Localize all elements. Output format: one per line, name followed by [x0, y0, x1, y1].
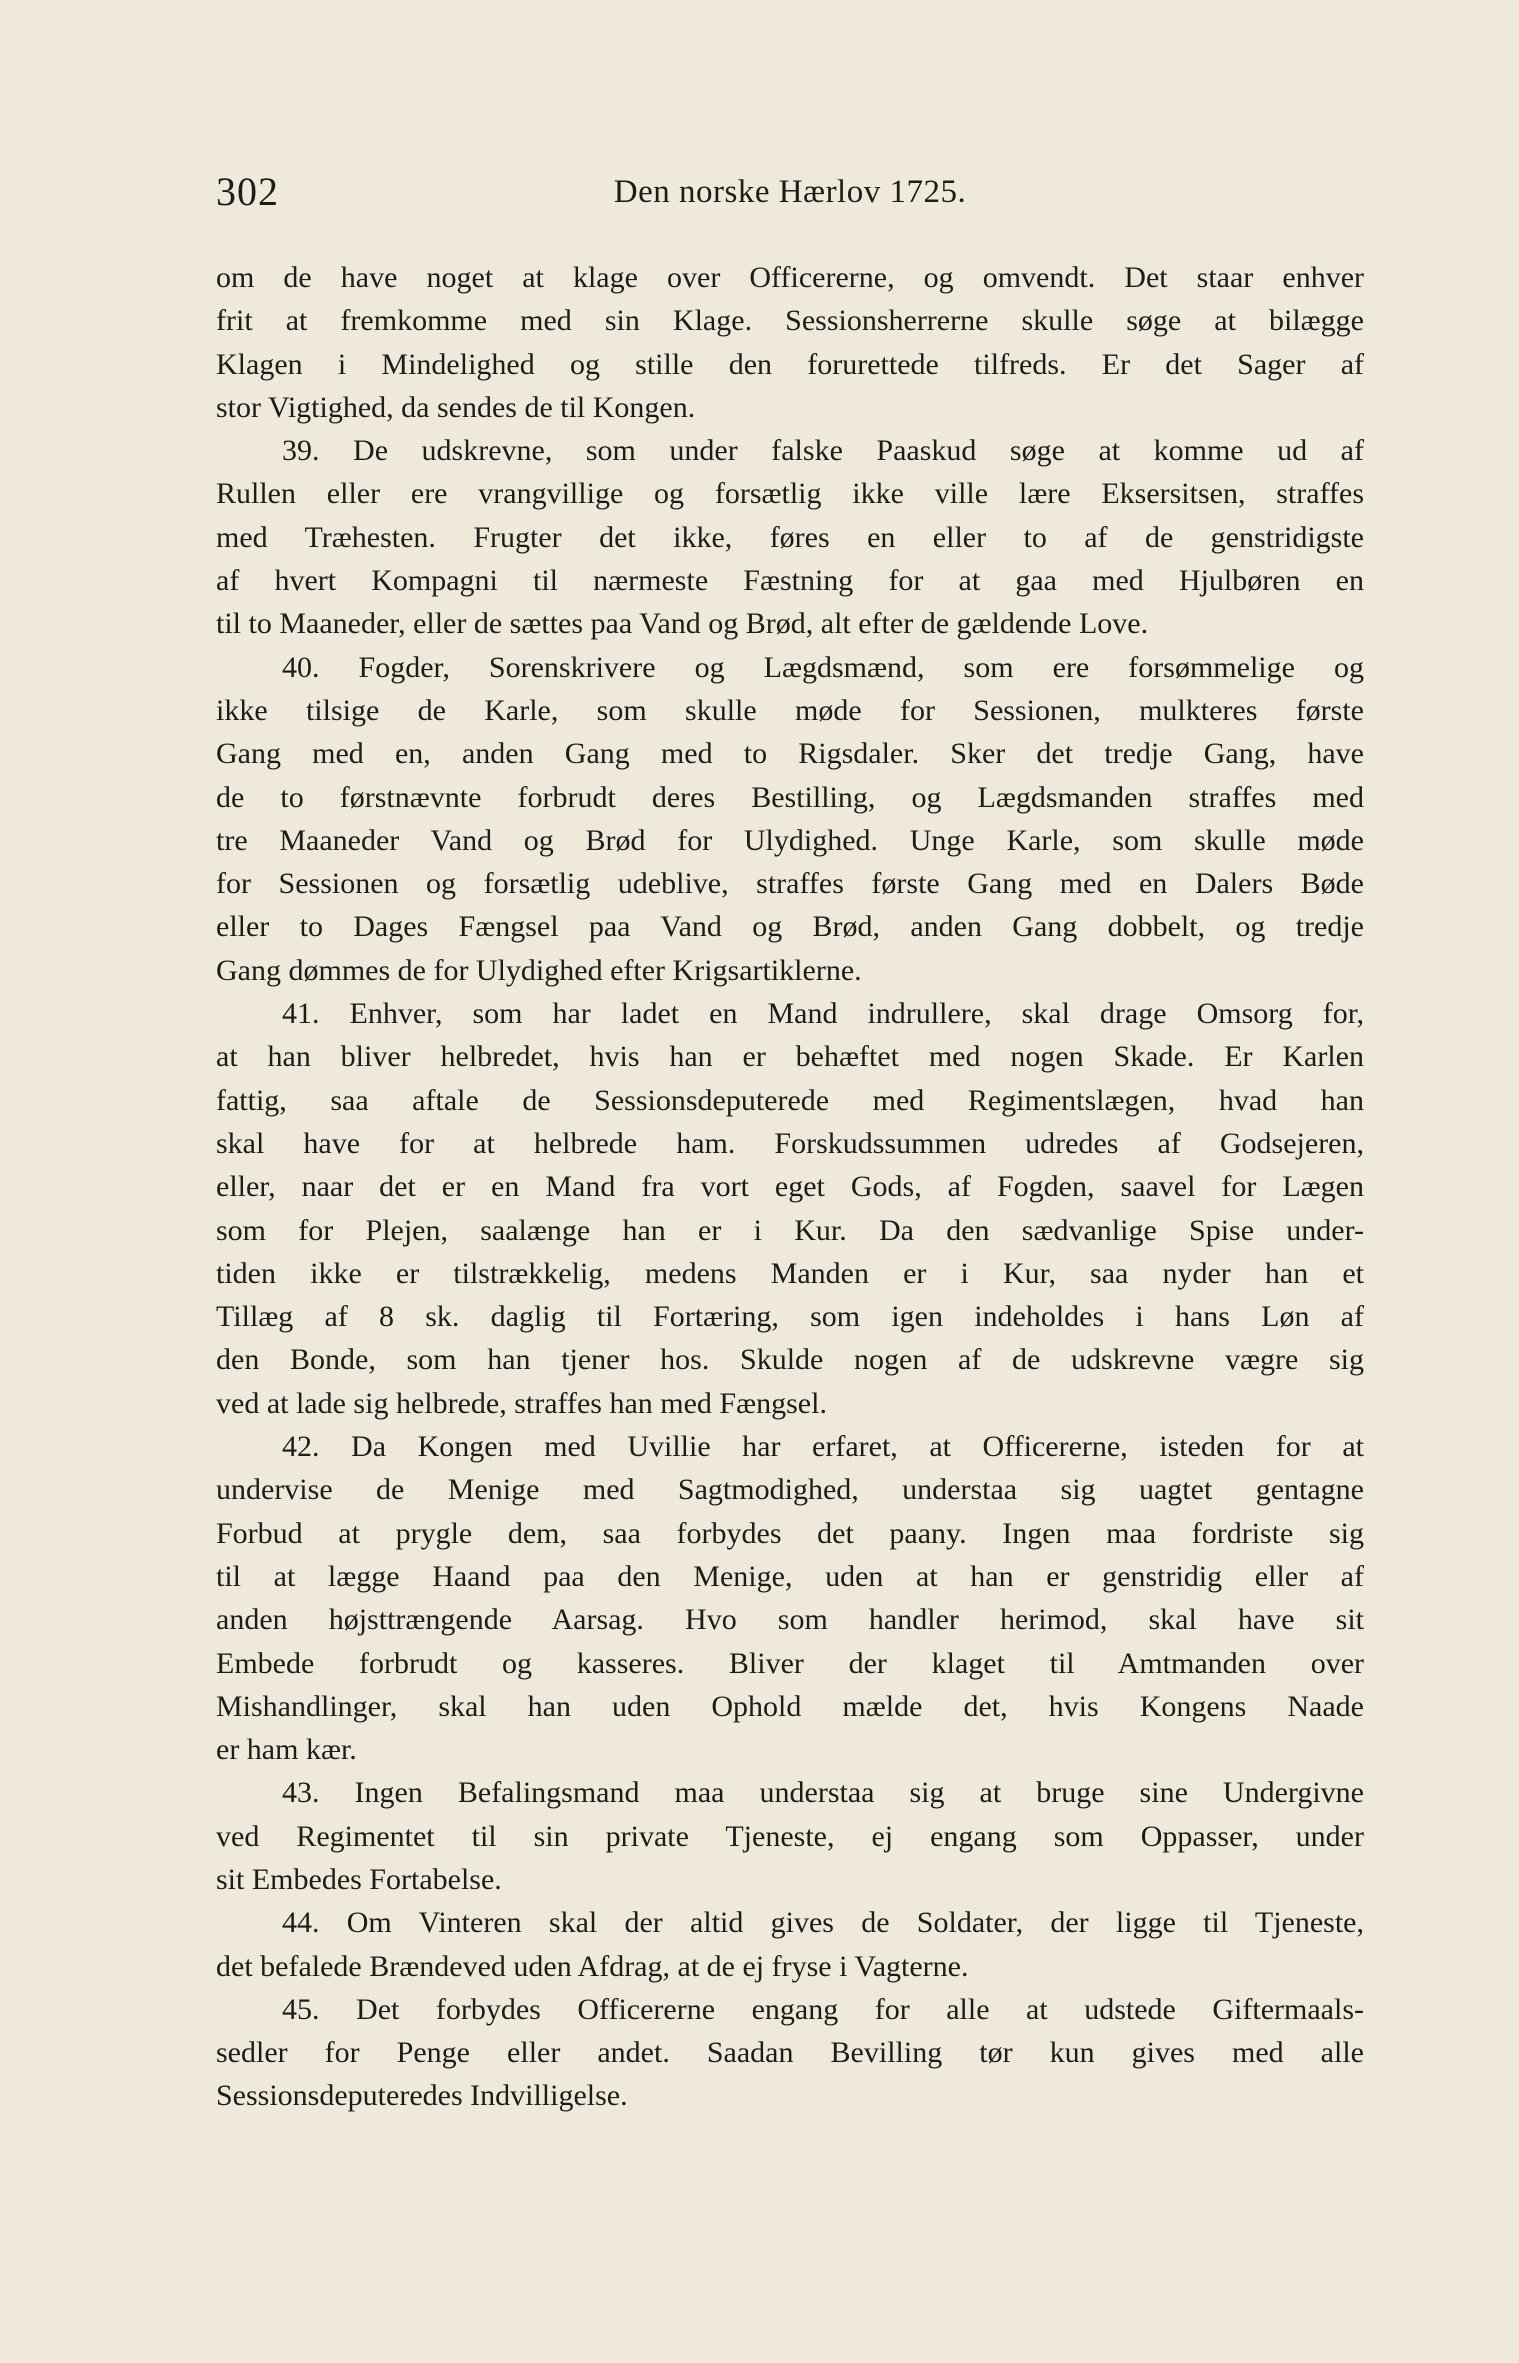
text-line: 44. Om Vinteren skal der altid gives de Soldater, der ligge til Tjeneste,	[282, 1906, 1364, 1940]
text-line: 39. De udskrevne, som under falske Paaskud søge at komme ud af	[282, 434, 1364, 468]
paragraph	[216, 1988, 1364, 2118]
text-line: Rullen eller ere vrangvillige og forsætlig ikke ville lære Eksersitsen, straffes	[216, 477, 1364, 511]
text-line: 40. Fogder, Sorenskrivere og Lægdsmænd, som ere forsømmelige og	[282, 650, 1364, 684]
paragraph	[216, 429, 1364, 645]
page-header	[216, 168, 1364, 228]
text-line: 41. Enhver, som har ladet en Mand indrullere, skal drage Omsorg for,	[282, 997, 1364, 1031]
paragraph	[216, 1901, 1364, 1988]
text-line: sedler for Penge eller andet. Saadan Bevilling tør kun gives med alle	[216, 2036, 1364, 2070]
paragraph	[216, 1425, 1364, 1771]
page-number: 302	[216, 169, 279, 214]
text-line: Tillæg af 8 sk. daglig til Fortæring, som igen indeholdes i hans Løn af	[216, 1300, 1364, 1334]
text-line: 42. Da Kongen med Uvillie har erfaret, at Officererne, isteden for at	[282, 1430, 1364, 1464]
text-line: 43. Ingen Befalingsmand maa understaa sig at bruge sine Undergivne	[282, 1776, 1364, 1810]
running-title: Den norske Hærlov 1725.	[613, 174, 967, 210]
text-line: sit Embedes Fortabelse.	[216, 1862, 502, 1896]
text-line: eller to Dages Fængsel paa Vand og Brød, anden Gang dobbelt, og tredje	[216, 910, 1364, 944]
text-line: er ham kær.	[216, 1733, 357, 1767]
text-line: skal have for at helbrede ham. Forskudssummen udredes af Godsejeren,	[216, 1126, 1364, 1160]
paragraph	[216, 1771, 1364, 1901]
text-line: til to Maaneder, eller de sættes paa Vand og Brød, alt efter de gældende Love.	[216, 607, 1149, 641]
paragraph	[216, 256, 1364, 429]
text-line: den Bonde, som han tjener hos. Skulde nogen af de udskrevne vægre sig	[216, 1343, 1364, 1377]
text-line: stor Vigtighed, da sendes de til Kongen.	[216, 390, 696, 424]
text-line: undervise de Menige med Sagtmodighed, understaa sig uagtet gentagne	[216, 1473, 1364, 1507]
text-line: ikke tilsige de Karle, som skulle møde for Sessionen, mulkteres første	[216, 693, 1364, 727]
text-line: tre Maaneder Vand og Brød for Ulydighed. Unge Karle, som skulle møde	[216, 823, 1364, 857]
text-line: at han bliver helbredet, hvis han er behæftet med nogen Skade. Er Karlen	[216, 1040, 1364, 1074]
text-line: med Træhesten. Frugter det ikke, føres en eller to af de genstridigste	[216, 520, 1364, 554]
text-line: anden højsttrængende Aarsag. Hvo som handler herimod, skal have sit	[216, 1603, 1364, 1637]
text-line: eller, naar det er en Mand fra vort eget Gods, af Fogden, saavel for Lægen	[216, 1170, 1364, 1204]
text-line: ved Regimentet til sin private Tjeneste, ej engang som Oppasser, under	[216, 1819, 1364, 1853]
text-line: 45. Det forbydes Officererne engang for alle at udstede Giftermaals-	[282, 1992, 1364, 2026]
text-line: det befalede Brændeved uden Afdrag, at de ej fryse i Vagterne.	[216, 1949, 969, 1983]
text-line: Gang med en, anden Gang med to Rigsdaler. Sker det tredje Gang, have	[216, 737, 1364, 771]
text-line: for Sessionen og forsætlig udeblive, straffes første Gang med en Dalers Bøde	[216, 867, 1364, 901]
text-line: Gang dømmes de for Ulydighed efter Krigsartiklerne.	[216, 953, 862, 987]
text-line: af hvert Kompagni til nærmeste Fæstning for at gaa med Hjulbøren en	[216, 564, 1364, 598]
text-line: om de have noget at klage over Officererne, og omvendt. Det staar enhver	[216, 261, 1364, 294]
text-line: som for Plejen, saalænge han er i Kur. Da den sædvanlige Spise under-	[216, 1213, 1364, 1247]
text-line: frit at fremkomme med sin Klage. Sessionsherrerne skulle søge at bilægge	[216, 304, 1364, 338]
text-line: Klagen i Mindelighed og stille den forurettede tilfreds. Er det Sager af	[216, 347, 1364, 381]
body-text	[216, 256, 1364, 2118]
text-line: Embede forbrudt og kasseres. Bliver der klaget til Amtmanden over	[216, 1646, 1364, 1680]
text-line: Forbud at prygle dem, saa forbydes det paany. Ingen maa fordriste sig	[216, 1516, 1364, 1550]
paragraph	[216, 992, 1364, 1425]
paragraph	[216, 646, 1364, 992]
text-line: til at lægge Haand paa den Menige, uden at han er genstridig eller af	[216, 1559, 1364, 1593]
text-line: de to førstnævnte forbrudt deres Bestilling, og Lægdsmanden straffes med	[216, 780, 1364, 814]
text-line: Sessionsdeputeredes Indvilligelse.	[216, 2079, 628, 2113]
text-line: Mishandlinger, skal han uden Ophold mælde det, hvis Kongens Naade	[216, 1689, 1364, 1723]
text-line: ved at lade sig helbrede, straffes han med Fængsel.	[216, 1386, 827, 1420]
text-line: tiden ikke er tilstrækkelig, medens Manden er i Kur, saa nyder han et	[216, 1256, 1364, 1290]
text-line: fattig, saa aftale de Sessionsdeputerede med Regimentslægen, hvad han	[216, 1083, 1364, 1117]
